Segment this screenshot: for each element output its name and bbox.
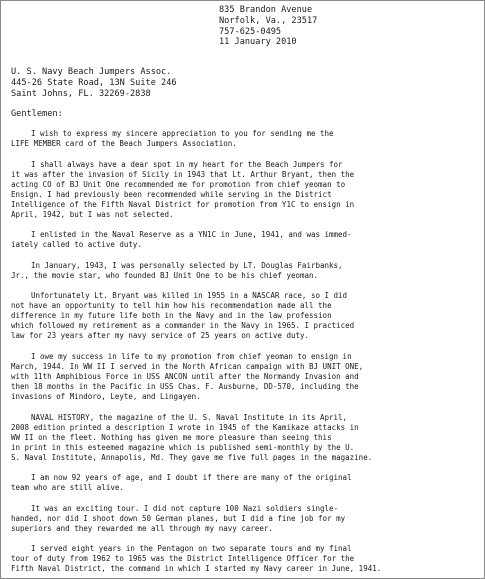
text-line: I shall always have a dear spot in my heart for the Beach Jumpers for xyxy=(31,159,343,169)
text-line: invasions of Mindoro, Leyte, and Lingayen. xyxy=(11,391,201,401)
paragraph xyxy=(11,291,481,341)
text-line: April, 1942, but I was not selected. xyxy=(11,209,174,219)
text-line: iately called to active duty. xyxy=(11,240,142,250)
paragraph xyxy=(11,413,481,463)
text-line: it was after the invasion of Sicily in 1943 that Lt. Arthur Bryant, then the xyxy=(11,169,355,179)
text-line: Intelligence of the Fifth Naval District for promotion from Y1C to ensign in xyxy=(11,199,355,209)
text-line: Unfortunately Lt. Bryant was killed in 1955 in a NASCAR race, so I did xyxy=(31,291,348,301)
text-line: superiors and they rewarded me all through my navy career. xyxy=(11,523,273,533)
text-line: law for 23 years after my navy service of 25 years on active duty. xyxy=(11,331,310,341)
text-line: NAVAL HISTORY, the magazine of the U. S. Naval Institute in its April, xyxy=(31,412,348,422)
text-line: tour of duty from 1962 to 1965 was the District Intelligence Officer for the xyxy=(11,554,355,564)
paragraph xyxy=(11,160,481,220)
text-line: I enlisted in the Naval Reserve as a YN1C in June, 1941, and was immed- xyxy=(31,230,352,240)
text-line: Jr., the movie star, who founded BJ Unit One to be his chief yeoman. xyxy=(11,270,319,280)
text-line: then 18 months in the Pacific in USS Chas. F. Ausburne, DD-570, including the xyxy=(11,381,359,391)
text-line: WW II on the fleet. Nothing has given me more pleasure than seeing this xyxy=(11,432,332,442)
paragraph xyxy=(11,504,481,534)
sender-street: 835 Brandon Avenue xyxy=(219,5,313,15)
text-line: handed, nor did I shoot down 50 German planes, but I did a fine job for my xyxy=(11,513,346,523)
greeting: Gentlemen: xyxy=(11,109,63,119)
paragraph xyxy=(11,261,481,281)
recipient-city: Saint Johns, FL. 32269-2838 xyxy=(11,88,151,99)
text-line: It was an exciting tour. I did not capture 100 Nazi soldiers single- xyxy=(31,503,339,513)
text-line: In January, 1943, I was personally selected by LT. Douglas Fairbanks, xyxy=(31,260,343,270)
text-line: I wish to express my sincere appreciation to you for sending me the xyxy=(31,129,334,138)
text-line: Fifth Naval District, the command in which I started my Navy career in June, 1941. xyxy=(11,564,382,574)
text-line: I served eight years in the Pentagon on two separate tours and my final xyxy=(31,544,352,554)
letter-body xyxy=(11,129,481,579)
text-line: which followed my retirement as a commander in the Navy in 1965. I practiced xyxy=(11,321,355,331)
text-line: LIFE MEMBER card of the Beach Jumpers Association. xyxy=(11,139,237,148)
text-line: I owe my success in life to my promotion from chief yeoman to ensign in xyxy=(31,351,352,361)
recipient-street: 445-26 State Road, 13N Suite 246 xyxy=(11,77,177,88)
text-line: Ensign. I had previously been recommended while serving in the District xyxy=(11,189,332,199)
sender-city: Norfolk, Va., 23517 xyxy=(219,15,318,26)
paragraph xyxy=(11,230,481,250)
text-line: not have an opportunity to tell him how his recommendation made all the xyxy=(11,301,332,311)
text-line: 2008 edition printed a description I wrote in 1945 of the Kamikaze attacks in xyxy=(11,422,359,432)
text-line: with 11th Amphibious Force in USS ANCON until after the Normandy Invasion and xyxy=(11,371,359,381)
paragraph xyxy=(11,473,481,493)
paragraph xyxy=(11,129,481,149)
text-line: in print in this esteemed magazine which is published semi-monthly by the U. xyxy=(11,442,355,452)
recipient-address xyxy=(11,67,177,99)
letter-date: 11 January 2010 xyxy=(219,37,297,48)
text-line: March, 1944. In WW II I served in the North African campaign with BJ UNIT ONE, xyxy=(11,361,364,371)
sender-address xyxy=(219,5,317,48)
text-line: acting CO of BJ Unit One recommended me for promotion from chief yeoman to xyxy=(11,179,346,189)
text-line: S. Naval Institute, Annapolis, Md. They gave me five full pages in the magazine. xyxy=(11,452,373,462)
text-line: team who are still alive. xyxy=(11,483,124,493)
text-line: difference in my future life both in the Navy and in the law profession xyxy=(11,311,332,321)
sender-phone: 757-625-0495 xyxy=(219,26,282,37)
paragraph xyxy=(11,352,481,402)
recipient-name: U. S. Navy Beach Jumpers Assoc. xyxy=(11,67,172,77)
text-line: I am now 92 years of age, and I doubt if there are many of the original xyxy=(31,473,352,483)
paragraph xyxy=(11,544,481,574)
